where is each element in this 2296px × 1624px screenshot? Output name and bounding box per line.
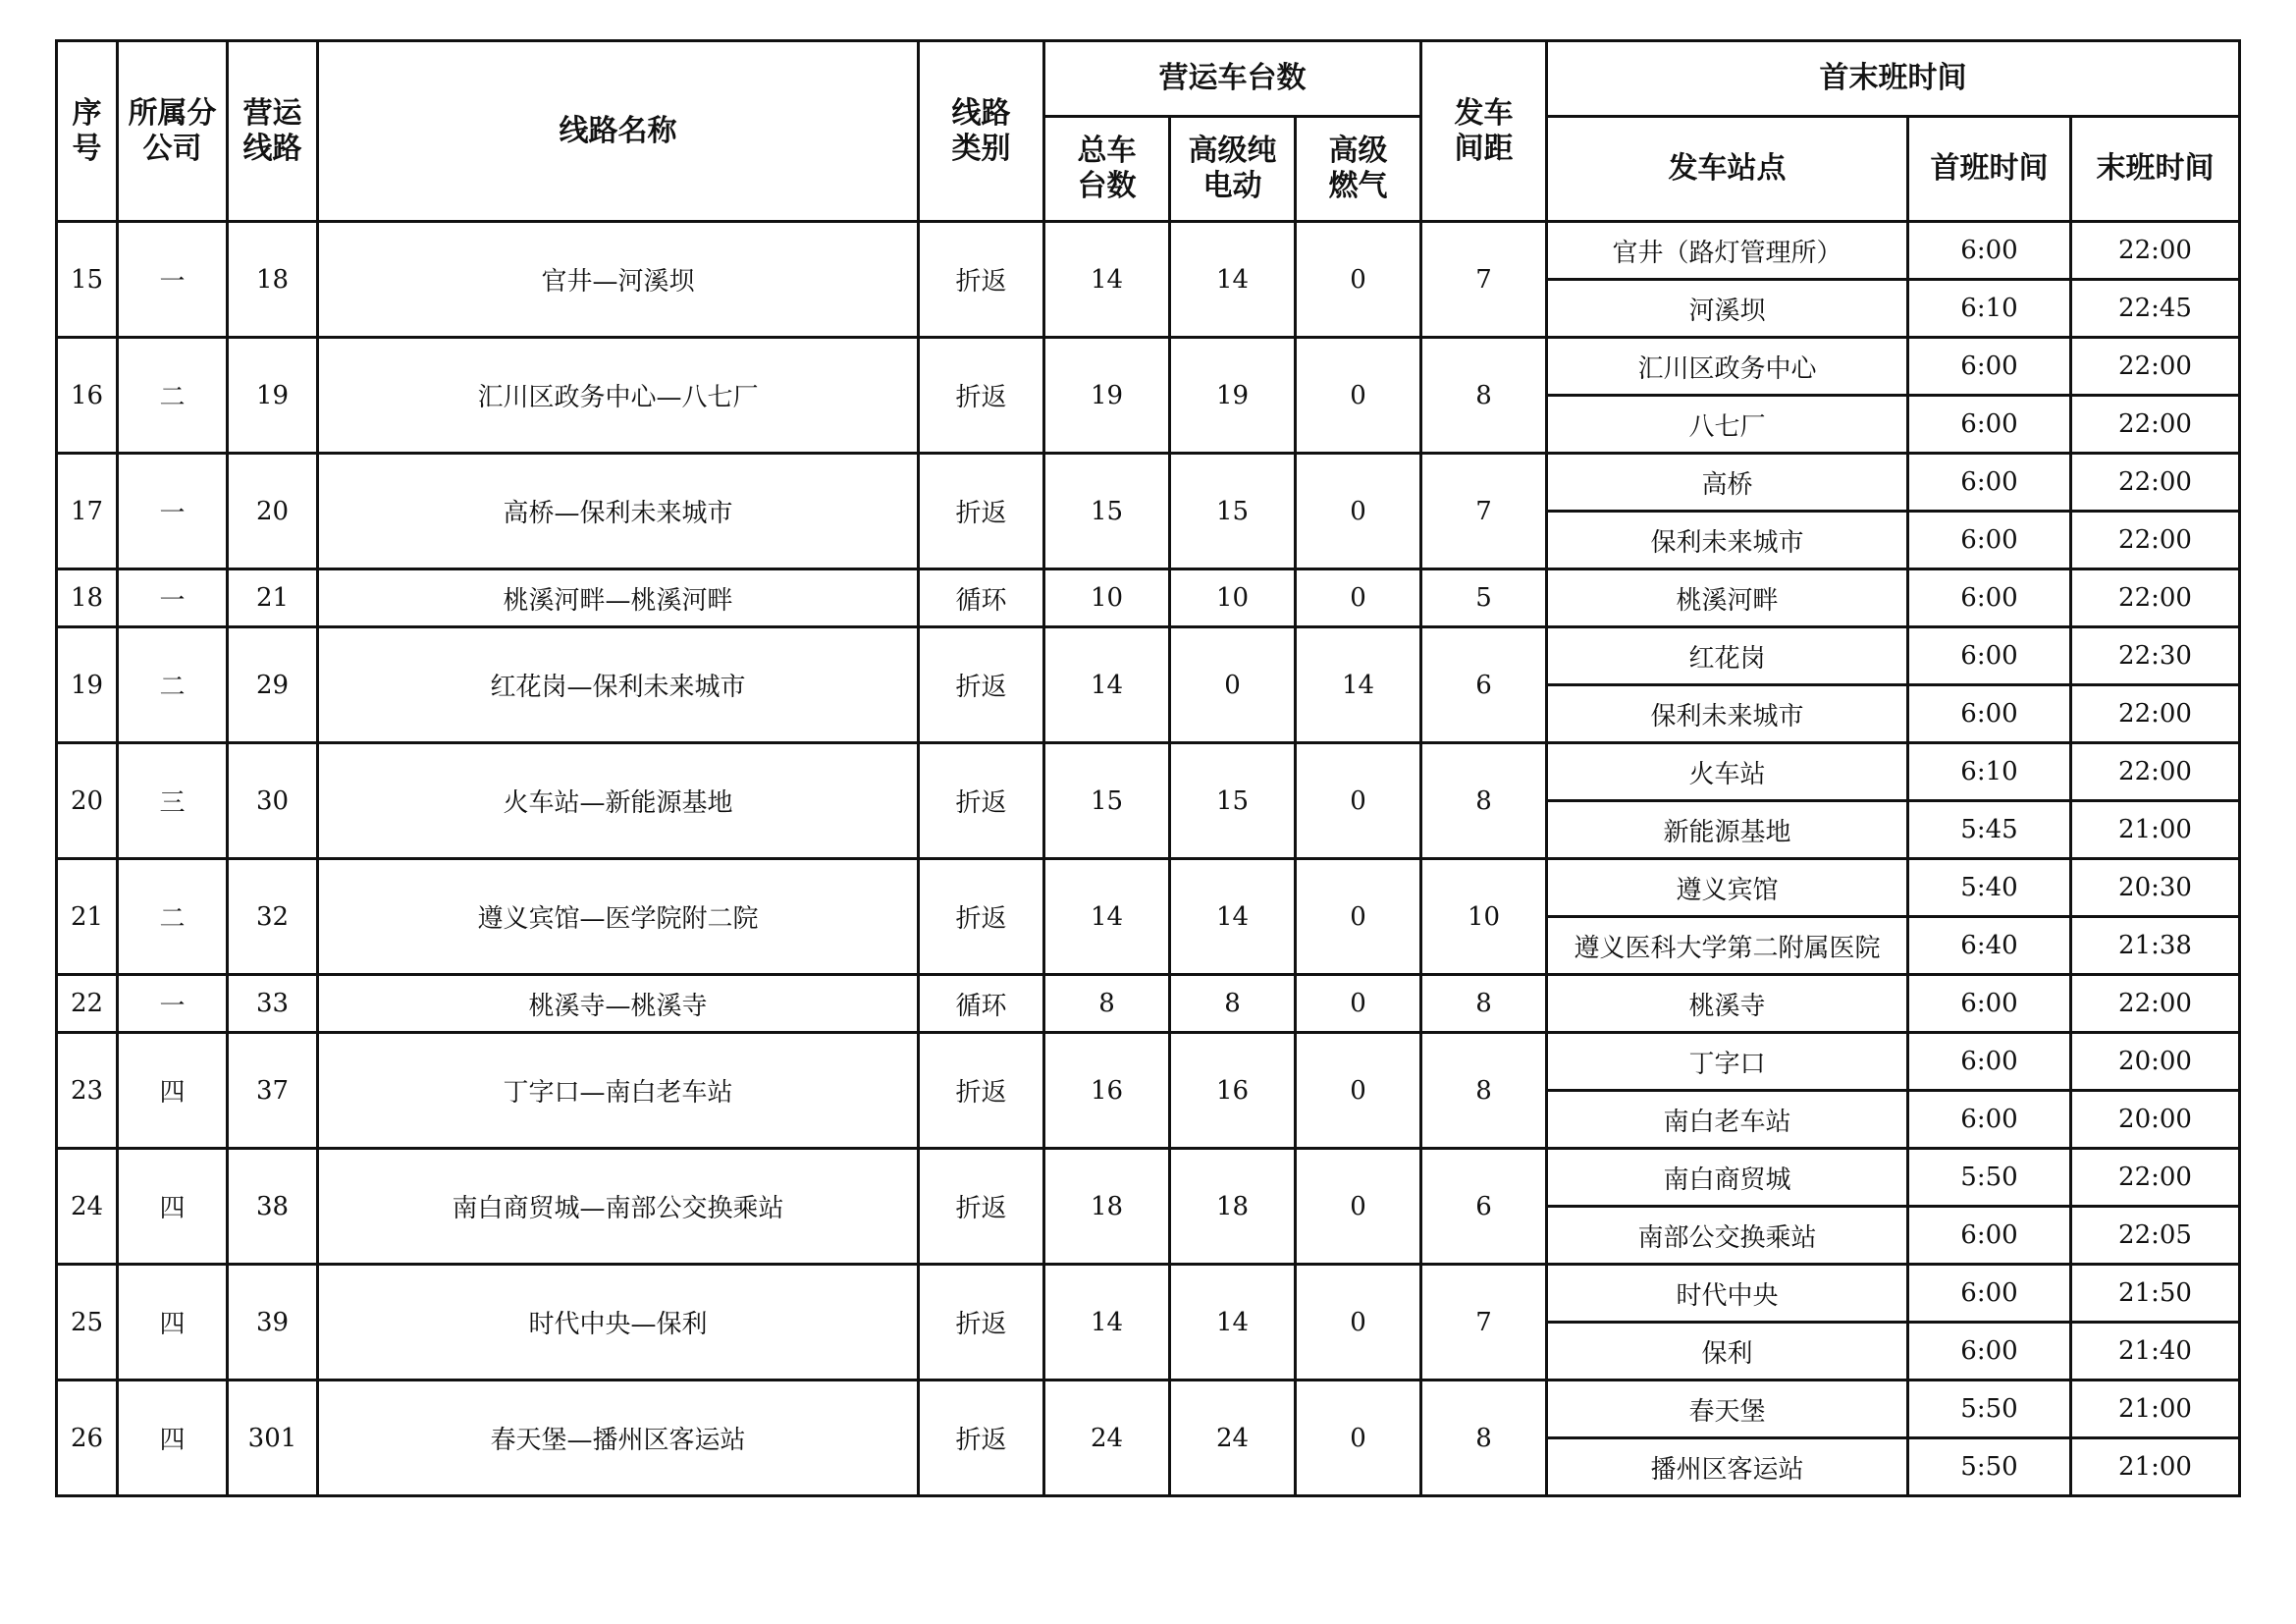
cell-route-type: 折返 [919, 1265, 1044, 1380]
cell-line: 18 [228, 222, 318, 338]
cell-first-bus: 5:45 [1908, 801, 2071, 859]
cell-route-type: 折返 [919, 859, 1044, 975]
cell-departure-station: 河溪坝 [1547, 280, 1908, 338]
cell-last-bus: 22:00 [2071, 512, 2240, 569]
cell-last-bus: 22:00 [2071, 396, 2240, 454]
header-departure-station: 发车站点 [1547, 117, 1908, 222]
table-row [57, 569, 2240, 627]
cell-first-bus: 6:00 [1908, 685, 2071, 743]
cell-seq: 17 [57, 454, 118, 569]
cell-branch: 四 [118, 1380, 228, 1496]
cell-gas: 0 [1296, 222, 1421, 338]
cell-first-bus: 5:40 [1908, 859, 2071, 917]
cell-electric: 14 [1170, 1265, 1296, 1380]
cell-departure-station: 丁字口 [1547, 1033, 1908, 1091]
cell-gas: 14 [1296, 627, 1421, 743]
cell-route-name: 红花岗—保利未来城市 [318, 627, 919, 743]
cell-total-vehicles: 8 [1044, 975, 1170, 1033]
cell-departure-station: 南白老车站 [1547, 1091, 1908, 1149]
header-branch: 所属分公司 [118, 41, 228, 222]
header-line: 营运线路 [228, 41, 318, 222]
cell-seq: 16 [57, 338, 118, 454]
cell-departure-station: 遵义医科大学第二附属医院 [1547, 917, 1908, 975]
cell-departure-station: 播州区客运站 [1547, 1438, 1908, 1496]
cell-departure-station: 桃溪河畔 [1547, 569, 1908, 627]
cell-last-bus: 22:00 [2071, 569, 2240, 627]
cell-last-bus: 21:00 [2071, 1438, 2240, 1496]
cell-gas: 0 [1296, 859, 1421, 975]
cell-line: 29 [228, 627, 318, 743]
cell-seq: 22 [57, 975, 118, 1033]
cell-last-bus: 22:00 [2071, 685, 2240, 743]
header-first-last-times: 首末班时间 [1547, 41, 2240, 117]
cell-route-name: 遵义宾馆—医学院附二院 [318, 859, 919, 975]
cell-departure-station: 汇川区政务中心 [1547, 338, 1908, 396]
cell-seq: 18 [57, 569, 118, 627]
cell-first-bus: 5:50 [1908, 1438, 2071, 1496]
cell-interval: 7 [1421, 454, 1547, 569]
table-row [57, 859, 2240, 917]
cell-interval: 10 [1421, 859, 1547, 975]
cell-last-bus: 22:00 [2071, 743, 2240, 801]
cell-gas: 0 [1296, 1149, 1421, 1265]
cell-total-vehicles: 16 [1044, 1033, 1170, 1149]
header-route-name: 线路名称 [318, 41, 919, 222]
cell-last-bus: 21:40 [2071, 1323, 2240, 1380]
cell-first-bus: 5:50 [1908, 1149, 2071, 1207]
cell-route-name: 桃溪寺—桃溪寺 [318, 975, 919, 1033]
cell-gas: 0 [1296, 454, 1421, 569]
cell-line: 38 [228, 1149, 318, 1265]
cell-departure-station: 保利未来城市 [1547, 512, 1908, 569]
cell-interval: 7 [1421, 1265, 1547, 1380]
cell-electric: 14 [1170, 222, 1296, 338]
cell-first-bus: 6:00 [1908, 512, 2071, 569]
cell-first-bus: 6:00 [1908, 1091, 2071, 1149]
cell-branch: 一 [118, 975, 228, 1033]
cell-last-bus: 22:30 [2071, 627, 2240, 685]
table-row [57, 975, 2240, 1033]
cell-line: 301 [228, 1380, 318, 1496]
cell-last-bus: 20:00 [2071, 1091, 2240, 1149]
cell-route-name: 南白商贸城—南部公交换乘站 [318, 1149, 919, 1265]
cell-first-bus: 6:00 [1908, 1323, 2071, 1380]
cell-departure-station: 桃溪寺 [1547, 975, 1908, 1033]
cell-last-bus: 21:00 [2071, 801, 2240, 859]
cell-interval: 8 [1421, 1380, 1547, 1496]
cell-departure-station: 官井（路灯管理所） [1547, 222, 1908, 280]
cell-departure-station: 红花岗 [1547, 627, 1908, 685]
cell-line: 37 [228, 1033, 318, 1149]
cell-electric: 19 [1170, 338, 1296, 454]
cell-gas: 0 [1296, 743, 1421, 859]
cell-electric: 15 [1170, 743, 1296, 859]
cell-departure-station: 遵义宾馆 [1547, 859, 1908, 917]
cell-departure-station: 南部公交换乘站 [1547, 1207, 1908, 1265]
cell-seq: 23 [57, 1033, 118, 1149]
cell-gas: 0 [1296, 1265, 1421, 1380]
cell-gas: 0 [1296, 338, 1421, 454]
table-row [57, 1265, 2240, 1323]
cell-gas: 0 [1296, 569, 1421, 627]
cell-first-bus: 6:00 [1908, 338, 2071, 396]
cell-electric: 0 [1170, 627, 1296, 743]
cell-first-bus: 6:40 [1908, 917, 2071, 975]
cell-first-bus: 6:10 [1908, 280, 2071, 338]
cell-last-bus: 22:00 [2071, 975, 2240, 1033]
cell-seq: 21 [57, 859, 118, 975]
table-row [57, 627, 2240, 685]
cell-total-vehicles: 14 [1044, 859, 1170, 975]
table-header [57, 41, 2240, 222]
cell-branch: 四 [118, 1033, 228, 1149]
cell-total-vehicles: 15 [1044, 743, 1170, 859]
cell-last-bus: 22:45 [2071, 280, 2240, 338]
header-interval: 发车间距 [1421, 41, 1547, 222]
cell-interval: 5 [1421, 569, 1547, 627]
cell-total-vehicles: 14 [1044, 627, 1170, 743]
cell-route-name: 官井—河溪坝 [318, 222, 919, 338]
cell-route-type: 折返 [919, 454, 1044, 569]
cell-branch: 一 [118, 222, 228, 338]
header-gas: 高级燃气 [1296, 117, 1421, 222]
bus-route-table [55, 39, 2241, 1497]
cell-line: 32 [228, 859, 318, 975]
cell-first-bus: 5:50 [1908, 1380, 2071, 1438]
cell-departure-station: 八七厂 [1547, 396, 1908, 454]
cell-departure-station: 保利未来城市 [1547, 685, 1908, 743]
cell-total-vehicles: 24 [1044, 1380, 1170, 1496]
cell-route-type: 循环 [919, 975, 1044, 1033]
cell-last-bus: 22:00 [2071, 222, 2240, 280]
header-route-type: 线路类别 [919, 41, 1044, 222]
cell-last-bus: 21:50 [2071, 1265, 2240, 1323]
table-row [57, 454, 2240, 512]
cell-first-bus: 6:00 [1908, 975, 2071, 1033]
cell-first-bus: 6:10 [1908, 743, 2071, 801]
table-row [57, 743, 2240, 801]
cell-total-vehicles: 18 [1044, 1149, 1170, 1265]
cell-route-name: 火车站—新能源基地 [318, 743, 919, 859]
cell-interval: 6 [1421, 627, 1547, 743]
cell-departure-station: 南白商贸城 [1547, 1149, 1908, 1207]
cell-electric: 16 [1170, 1033, 1296, 1149]
cell-route-type: 循环 [919, 569, 1044, 627]
table-row [57, 1380, 2240, 1438]
cell-departure-station: 保利 [1547, 1323, 1908, 1380]
cell-departure-station: 新能源基地 [1547, 801, 1908, 859]
cell-route-type: 折返 [919, 743, 1044, 859]
cell-departure-station: 时代中央 [1547, 1265, 1908, 1323]
header-electric: 高级纯电动 [1170, 117, 1296, 222]
cell-gas: 0 [1296, 975, 1421, 1033]
cell-route-type: 折返 [919, 338, 1044, 454]
cell-branch: 四 [118, 1265, 228, 1380]
cell-branch: 四 [118, 1149, 228, 1265]
cell-line: 30 [228, 743, 318, 859]
cell-total-vehicles: 14 [1044, 1265, 1170, 1380]
cell-branch: 一 [118, 569, 228, 627]
cell-route-type: 折返 [919, 1149, 1044, 1265]
cell-first-bus: 6:00 [1908, 454, 2071, 512]
cell-interval: 7 [1421, 222, 1547, 338]
cell-electric: 14 [1170, 859, 1296, 975]
cell-first-bus: 6:00 [1908, 1265, 2071, 1323]
cell-electric: 8 [1170, 975, 1296, 1033]
cell-branch: 三 [118, 743, 228, 859]
cell-gas: 0 [1296, 1380, 1421, 1496]
cell-departure-station: 火车站 [1547, 743, 1908, 801]
cell-interval: 8 [1421, 338, 1547, 454]
cell-first-bus: 6:00 [1908, 396, 2071, 454]
cell-first-bus: 6:00 [1908, 222, 2071, 280]
cell-line: 19 [228, 338, 318, 454]
cell-first-bus: 6:00 [1908, 627, 2071, 685]
cell-interval: 8 [1421, 1033, 1547, 1149]
cell-seq: 15 [57, 222, 118, 338]
cell-gas: 0 [1296, 1033, 1421, 1149]
cell-first-bus: 6:00 [1908, 569, 2071, 627]
cell-route-name: 桃溪河畔—桃溪河畔 [318, 569, 919, 627]
cell-first-bus: 6:00 [1908, 1207, 2071, 1265]
cell-seq: 24 [57, 1149, 118, 1265]
cell-branch: 二 [118, 338, 228, 454]
cell-last-bus: 22:05 [2071, 1207, 2240, 1265]
cell-last-bus: 22:00 [2071, 338, 2240, 396]
cell-interval: 6 [1421, 1149, 1547, 1265]
cell-seq: 25 [57, 1265, 118, 1380]
cell-route-name: 汇川区政务中心—八七厂 [318, 338, 919, 454]
cell-interval: 8 [1421, 743, 1547, 859]
cell-first-bus: 6:00 [1908, 1033, 2071, 1091]
cell-total-vehicles: 14 [1044, 222, 1170, 338]
cell-departure-station: 高桥 [1547, 454, 1908, 512]
header-vehicle-count: 营运车台数 [1044, 41, 1421, 117]
cell-seq: 26 [57, 1380, 118, 1496]
table-row [57, 222, 2240, 280]
cell-total-vehicles: 10 [1044, 569, 1170, 627]
cell-electric: 10 [1170, 569, 1296, 627]
header-first-bus: 首班时间 [1908, 117, 2071, 222]
cell-line: 39 [228, 1265, 318, 1380]
cell-route-name: 时代中央—保利 [318, 1265, 919, 1380]
cell-route-type: 折返 [919, 627, 1044, 743]
cell-last-bus: 22:00 [2071, 454, 2240, 512]
cell-branch: 一 [118, 454, 228, 569]
cell-seq: 19 [57, 627, 118, 743]
cell-total-vehicles: 15 [1044, 454, 1170, 569]
cell-last-bus: 20:00 [2071, 1033, 2240, 1091]
cell-route-name: 丁字口—南白老车站 [318, 1033, 919, 1149]
cell-branch: 二 [118, 627, 228, 743]
cell-route-name: 春天堡—播州区客运站 [318, 1380, 919, 1496]
table-body [57, 222, 2240, 1496]
cell-route-type: 折返 [919, 1033, 1044, 1149]
cell-line: 21 [228, 569, 318, 627]
cell-route-type: 折返 [919, 222, 1044, 338]
cell-last-bus: 22:00 [2071, 1149, 2240, 1207]
cell-route-type: 折返 [919, 1380, 1044, 1496]
header-total-vehicles: 总车台数 [1044, 117, 1170, 222]
cell-route-name: 高桥—保利未来城市 [318, 454, 919, 569]
cell-interval: 8 [1421, 975, 1547, 1033]
cell-last-bus: 21:00 [2071, 1380, 2240, 1438]
cell-departure-station: 春天堡 [1547, 1380, 1908, 1438]
table-row [57, 1149, 2240, 1207]
cell-line: 20 [228, 454, 318, 569]
cell-last-bus: 20:30 [2071, 859, 2240, 917]
cell-electric: 15 [1170, 454, 1296, 569]
cell-branch: 二 [118, 859, 228, 975]
cell-line: 33 [228, 975, 318, 1033]
cell-last-bus: 21:38 [2071, 917, 2240, 975]
cell-electric: 24 [1170, 1380, 1296, 1496]
table-row [57, 1033, 2240, 1091]
header-seq: 序号 [57, 41, 118, 222]
table-row [57, 338, 2240, 396]
cell-seq: 20 [57, 743, 118, 859]
cell-total-vehicles: 19 [1044, 338, 1170, 454]
cell-electric: 18 [1170, 1149, 1296, 1265]
header-last-bus: 末班时间 [2071, 117, 2240, 222]
